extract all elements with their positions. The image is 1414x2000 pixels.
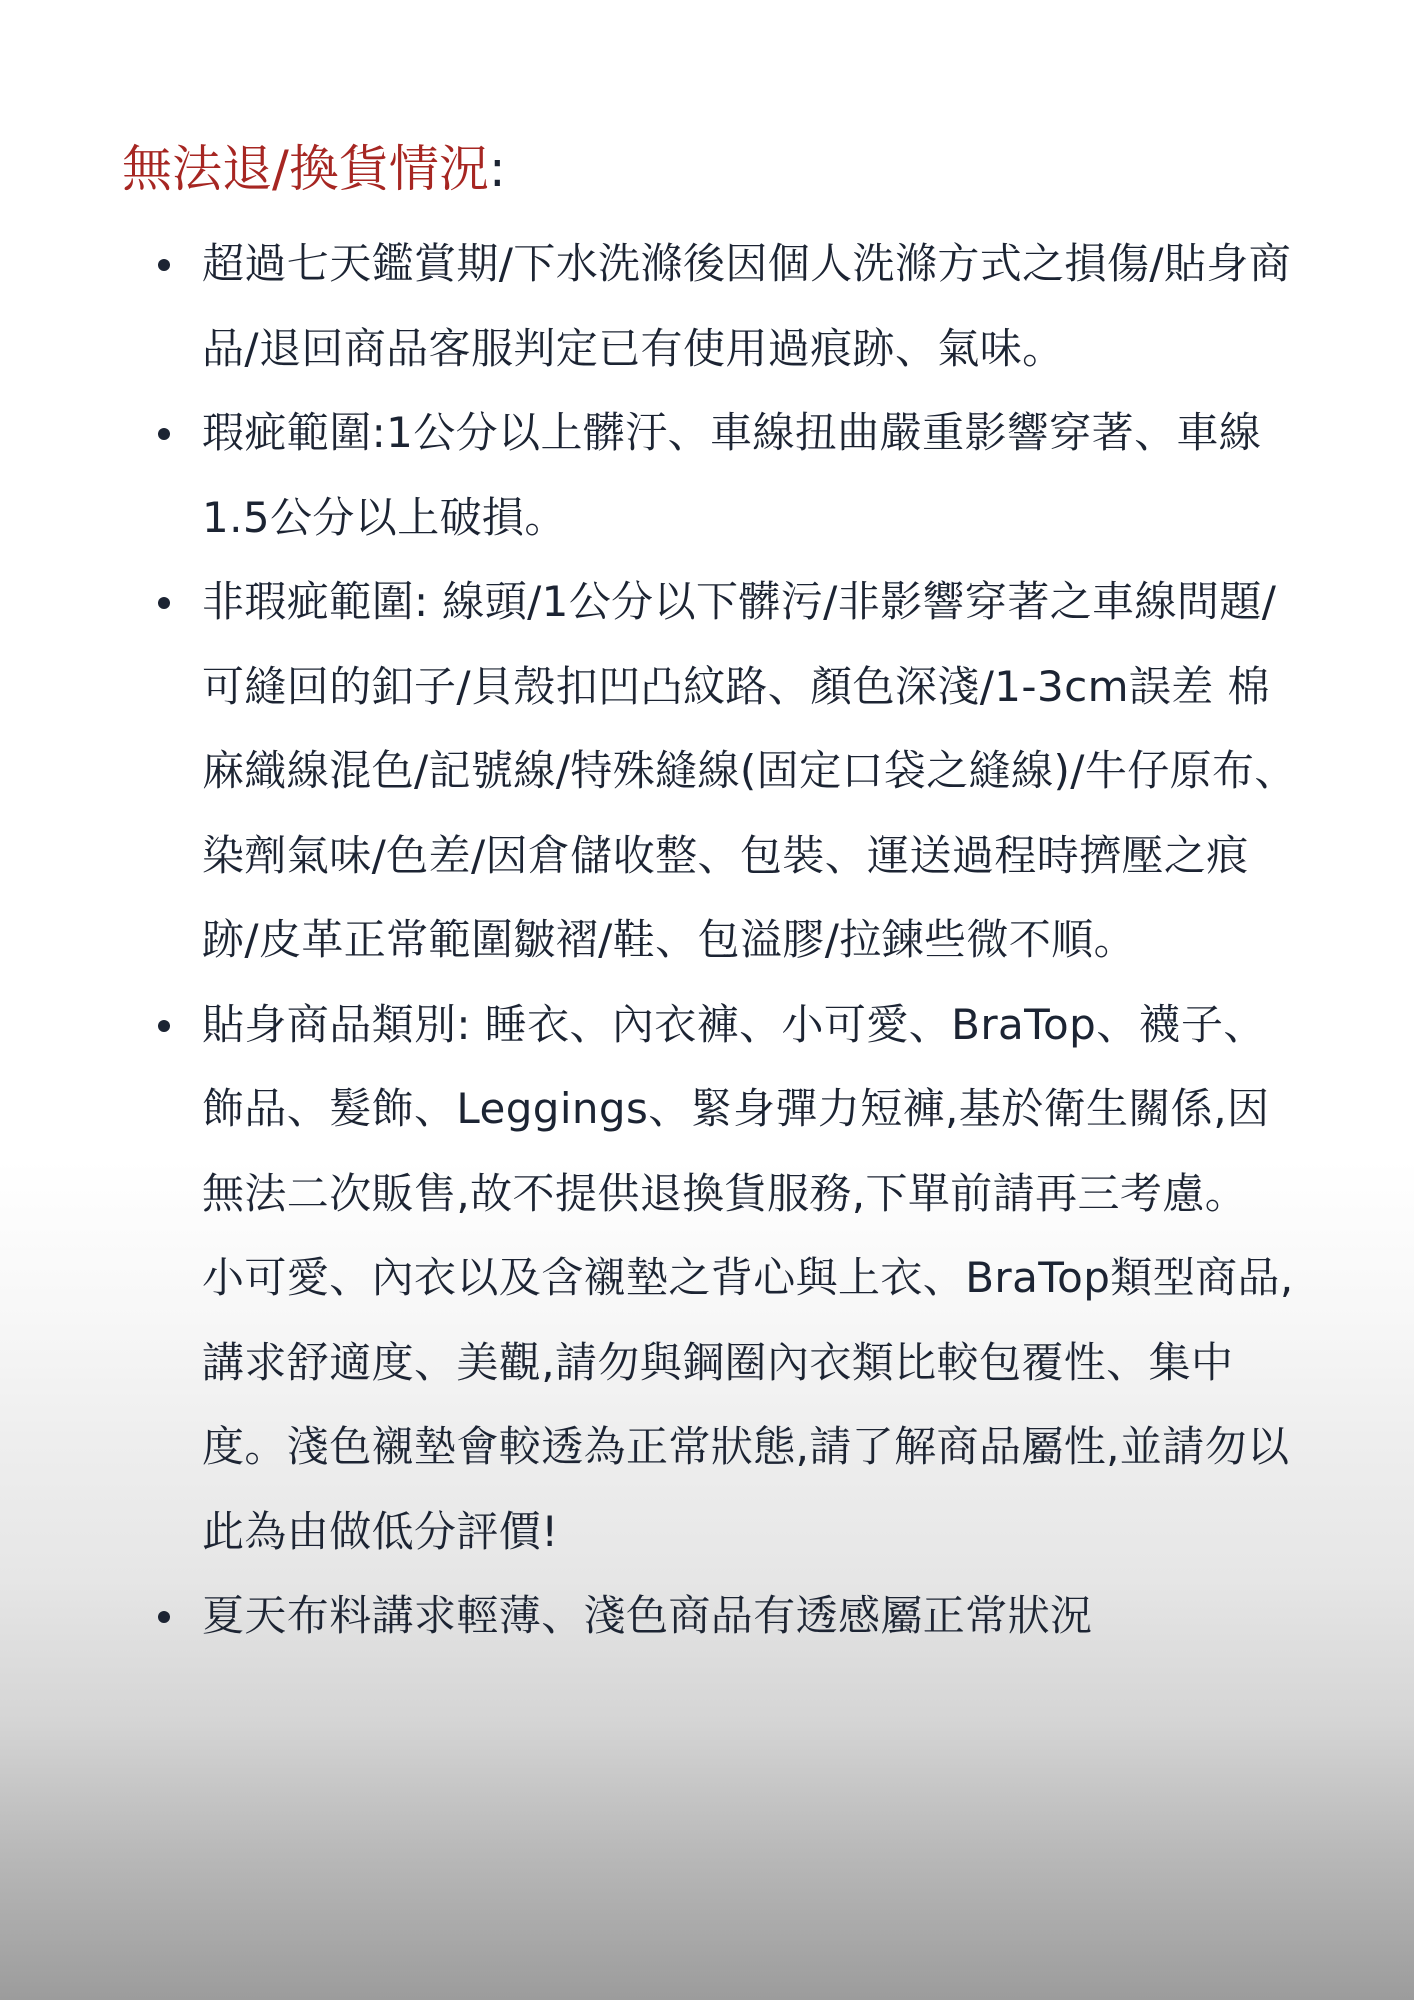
list-item (150, 391, 1300, 560)
rules-list (150, 222, 1300, 1659)
page-title-colon: : (488, 140, 506, 198)
rule-text: 夏天布料講求輕薄、淺色商品有透感屬正常狀況 (202, 1591, 1093, 1640)
page-title (122, 137, 506, 201)
list-item (150, 222, 1300, 391)
bullet-icon (158, 1020, 170, 1032)
bullet-icon (158, 597, 170, 609)
list-item (150, 560, 1300, 983)
page-title-text: 無法退/換貨情況 (122, 140, 489, 198)
list-item (150, 1574, 1300, 1659)
rule-text: 瑕疵範圍:1公分以上髒汙、車線扭曲嚴重影響穿著、車線1.5公分以上破損。 (202, 408, 1262, 542)
bullet-icon (158, 1611, 170, 1623)
bullet-icon (158, 428, 170, 440)
list-item (150, 983, 1300, 1575)
rule-text: 貼身商品類別: 睡衣、內衣褲、小可愛、BraTop、襪子、飾品、髮飾、Leggings、緊身彈力短褲,基於衛生關係,因無法二次販售,故不提供退換貨服務,下單前請再三考慮。 小可愛、內衣以及含襯墊之背心與上衣、BraTop類型商品,講求舒適度、美觀,請勿與鋼圈內衣類比較包覆性、集中度。淺色襯墊會較透為正常狀態,請了解商品屬性,並請勿以此為由做低分評價! (202, 999, 1294, 1556)
rule-text: 超過七天鑑賞期/下水洗滌後因個人洗滌方式之損傷/貼身商品/退回商品客服判定已有使用過痕跡、氣味。 (202, 239, 1292, 373)
rule-text: 非瑕疵範圍: 線頭/1公分以下髒污/非影響穿著之車線問題/可縫回的釦子/貝殼扣凹凸紋路、顏色深淺/1-3cm誤差 棉麻織線混色/記號線/特殊縫線(固定口袋之縫線)/牛仔原布、染劑氣味/色差/因倉儲收整、包裝、運送過程時擠壓之痕跡/皮革正常範圍皺褶/鞋、包溢膠/拉鍊些微不順。 (202, 577, 1297, 964)
bullet-icon (158, 259, 170, 271)
